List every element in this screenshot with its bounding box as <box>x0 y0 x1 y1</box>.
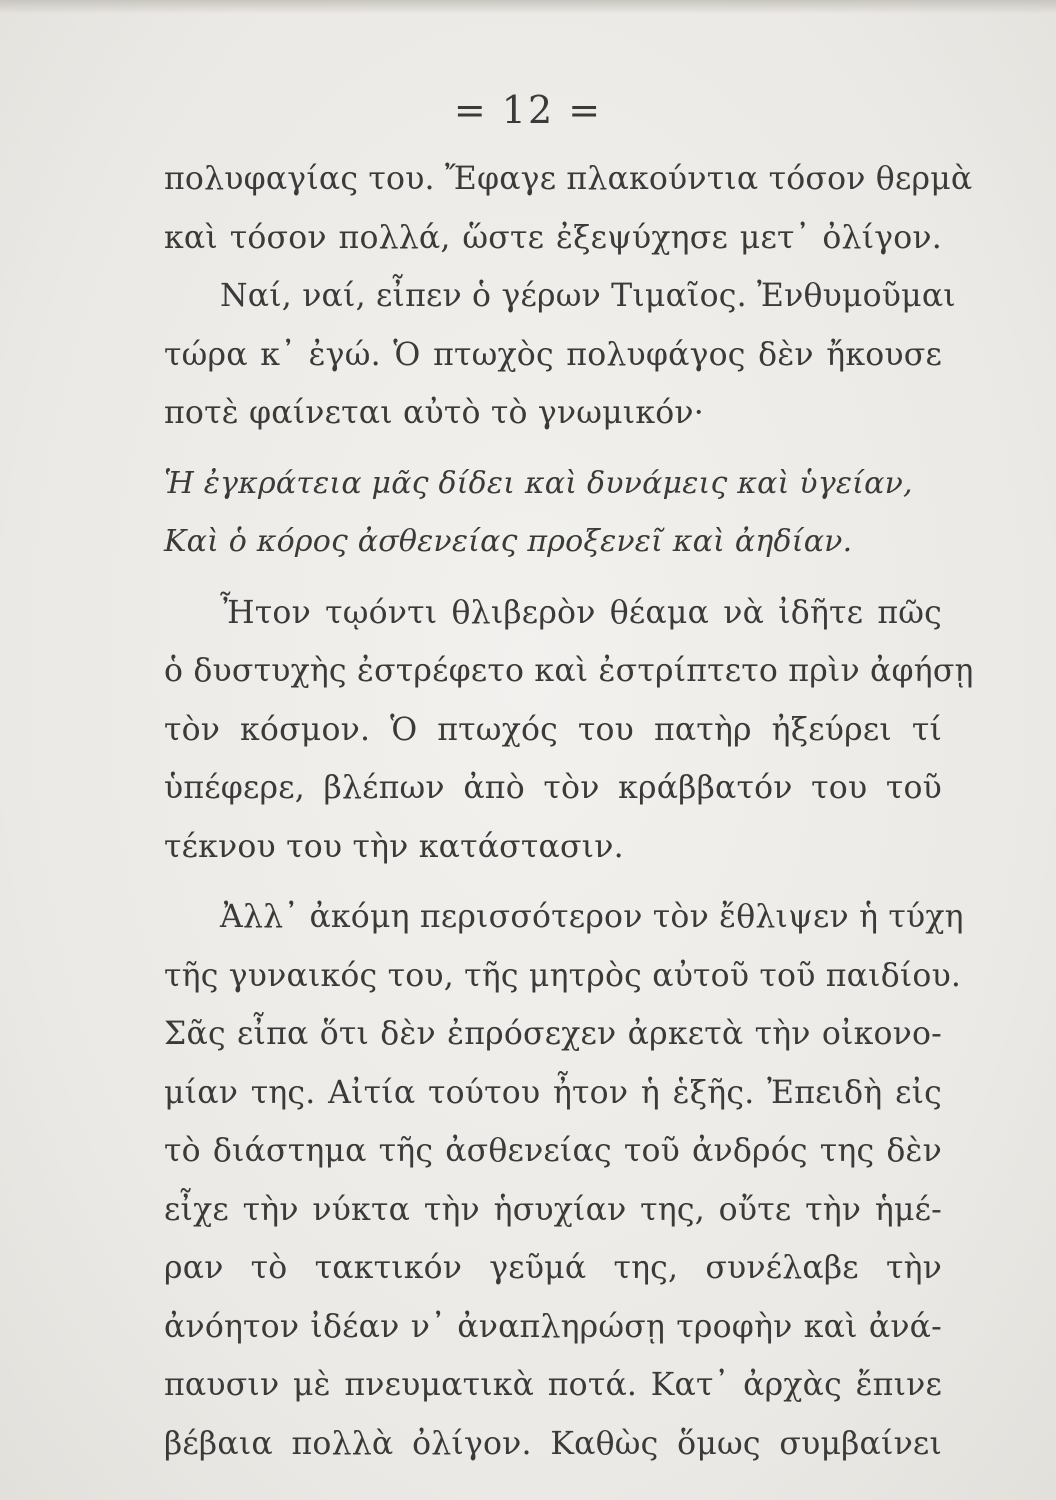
text-line: τὸ διάστημα τῆς ἀσθενείας τοῦ ἀνδρός της δὲν <box>164 1133 942 1169</box>
text-line: τέκνου του τὴν κατάστασιν. <box>164 828 624 865</box>
text-line: Ναί, ναί, εἶπεν ὁ γέρων Τιμαῖος. Ἐνθυμοῦμαι <box>220 278 956 314</box>
text-line: καὶ τόσον πολλά, ὥστε ἐξεψύχησε μετ᾽ ὀλίγον. <box>164 219 942 256</box>
text-line: τῆς γυναικός του, τῆς μητρὸς αὐτοῦ τοῦ παιδίου. <box>164 957 962 994</box>
text-line: Ἦτον τῳόντι θλιβερὸν θέαμα νὰ ἰδῆτε πῶς <box>220 594 942 631</box>
text-line: παυσιν μὲ πνευματικὰ ποτά. Κατ᾽ ἀρχὰς ἔπινε <box>164 1367 942 1403</box>
text-line: εἶχε τὴν νύκτα τὴν ἡσυχίαν της, οὔτε τὴν ἡμέ- <box>164 1191 942 1228</box>
text-line: ὑπέφερε, βλέπων ἀπὸ τὸν κράββατόν του τοῦ <box>164 770 942 806</box>
text-line: βέβαια πολλὰ ὀλίγον. Καθὼς ὅμως συμβαίνει <box>164 1425 942 1462</box>
text-line: τώρα κ᾽ ἐγώ. Ὁ πτωχὸς πολυφάγος δὲν ἤκουσε <box>164 336 942 373</box>
text-line: ποτὲ φαίνεται αὐτὸ τὸ γνωμικόν· <box>164 395 704 431</box>
page-top-shadow <box>0 0 1056 14</box>
text-line: πολυφαγίας του. Ἔφαγε πλακούντια τόσον θερμὰ <box>164 161 973 197</box>
text-line: ραν τὸ τακτικόν γεῦμά της, συνέλαβε τὴν <box>164 1250 942 1286</box>
verse-line: Ἡ ἐγκράτεια μᾶς δίδει καὶ δυνάμεις καὶ ὑγείαν, <box>164 465 913 501</box>
page-body <box>164 150 974 1473</box>
text-line: ἀνόητον ἰδέαν ν᾽ ἀναπληρώσῃ τροφὴν καὶ ἀνά- <box>164 1308 942 1345</box>
page-number: = 12 = <box>453 88 603 132</box>
verse-line: Καὶ ὁ κόρος ἀσθενείας προξενεῖ καὶ ἀηδίαν. <box>164 524 853 559</box>
text-line: Σᾶς εἶπα ὅτι δὲν ἐπρόσεχεν ἀρκετὰ τὴν οἰκονο- <box>164 1016 942 1052</box>
text-line: ὁ δυστυχὴς ἐστρέφετο καὶ ἐστρίπτετο πρὶν ἀφήσῃ <box>164 653 974 689</box>
text-line: Ἀλλ᾽ ἀκόμη περισσότερον τὸν ἔθλιψεν ἡ τύχη <box>220 899 964 935</box>
text-line: μίαν της. Αἰτία τούτου ἦτον ἡ ἑξῆς. Ἐπειδὴ εἰς <box>164 1074 942 1111</box>
text-line: τὸν κόσμον. Ὁ πτωχός του πατὴρ ἠξεύρει τί <box>164 711 942 748</box>
